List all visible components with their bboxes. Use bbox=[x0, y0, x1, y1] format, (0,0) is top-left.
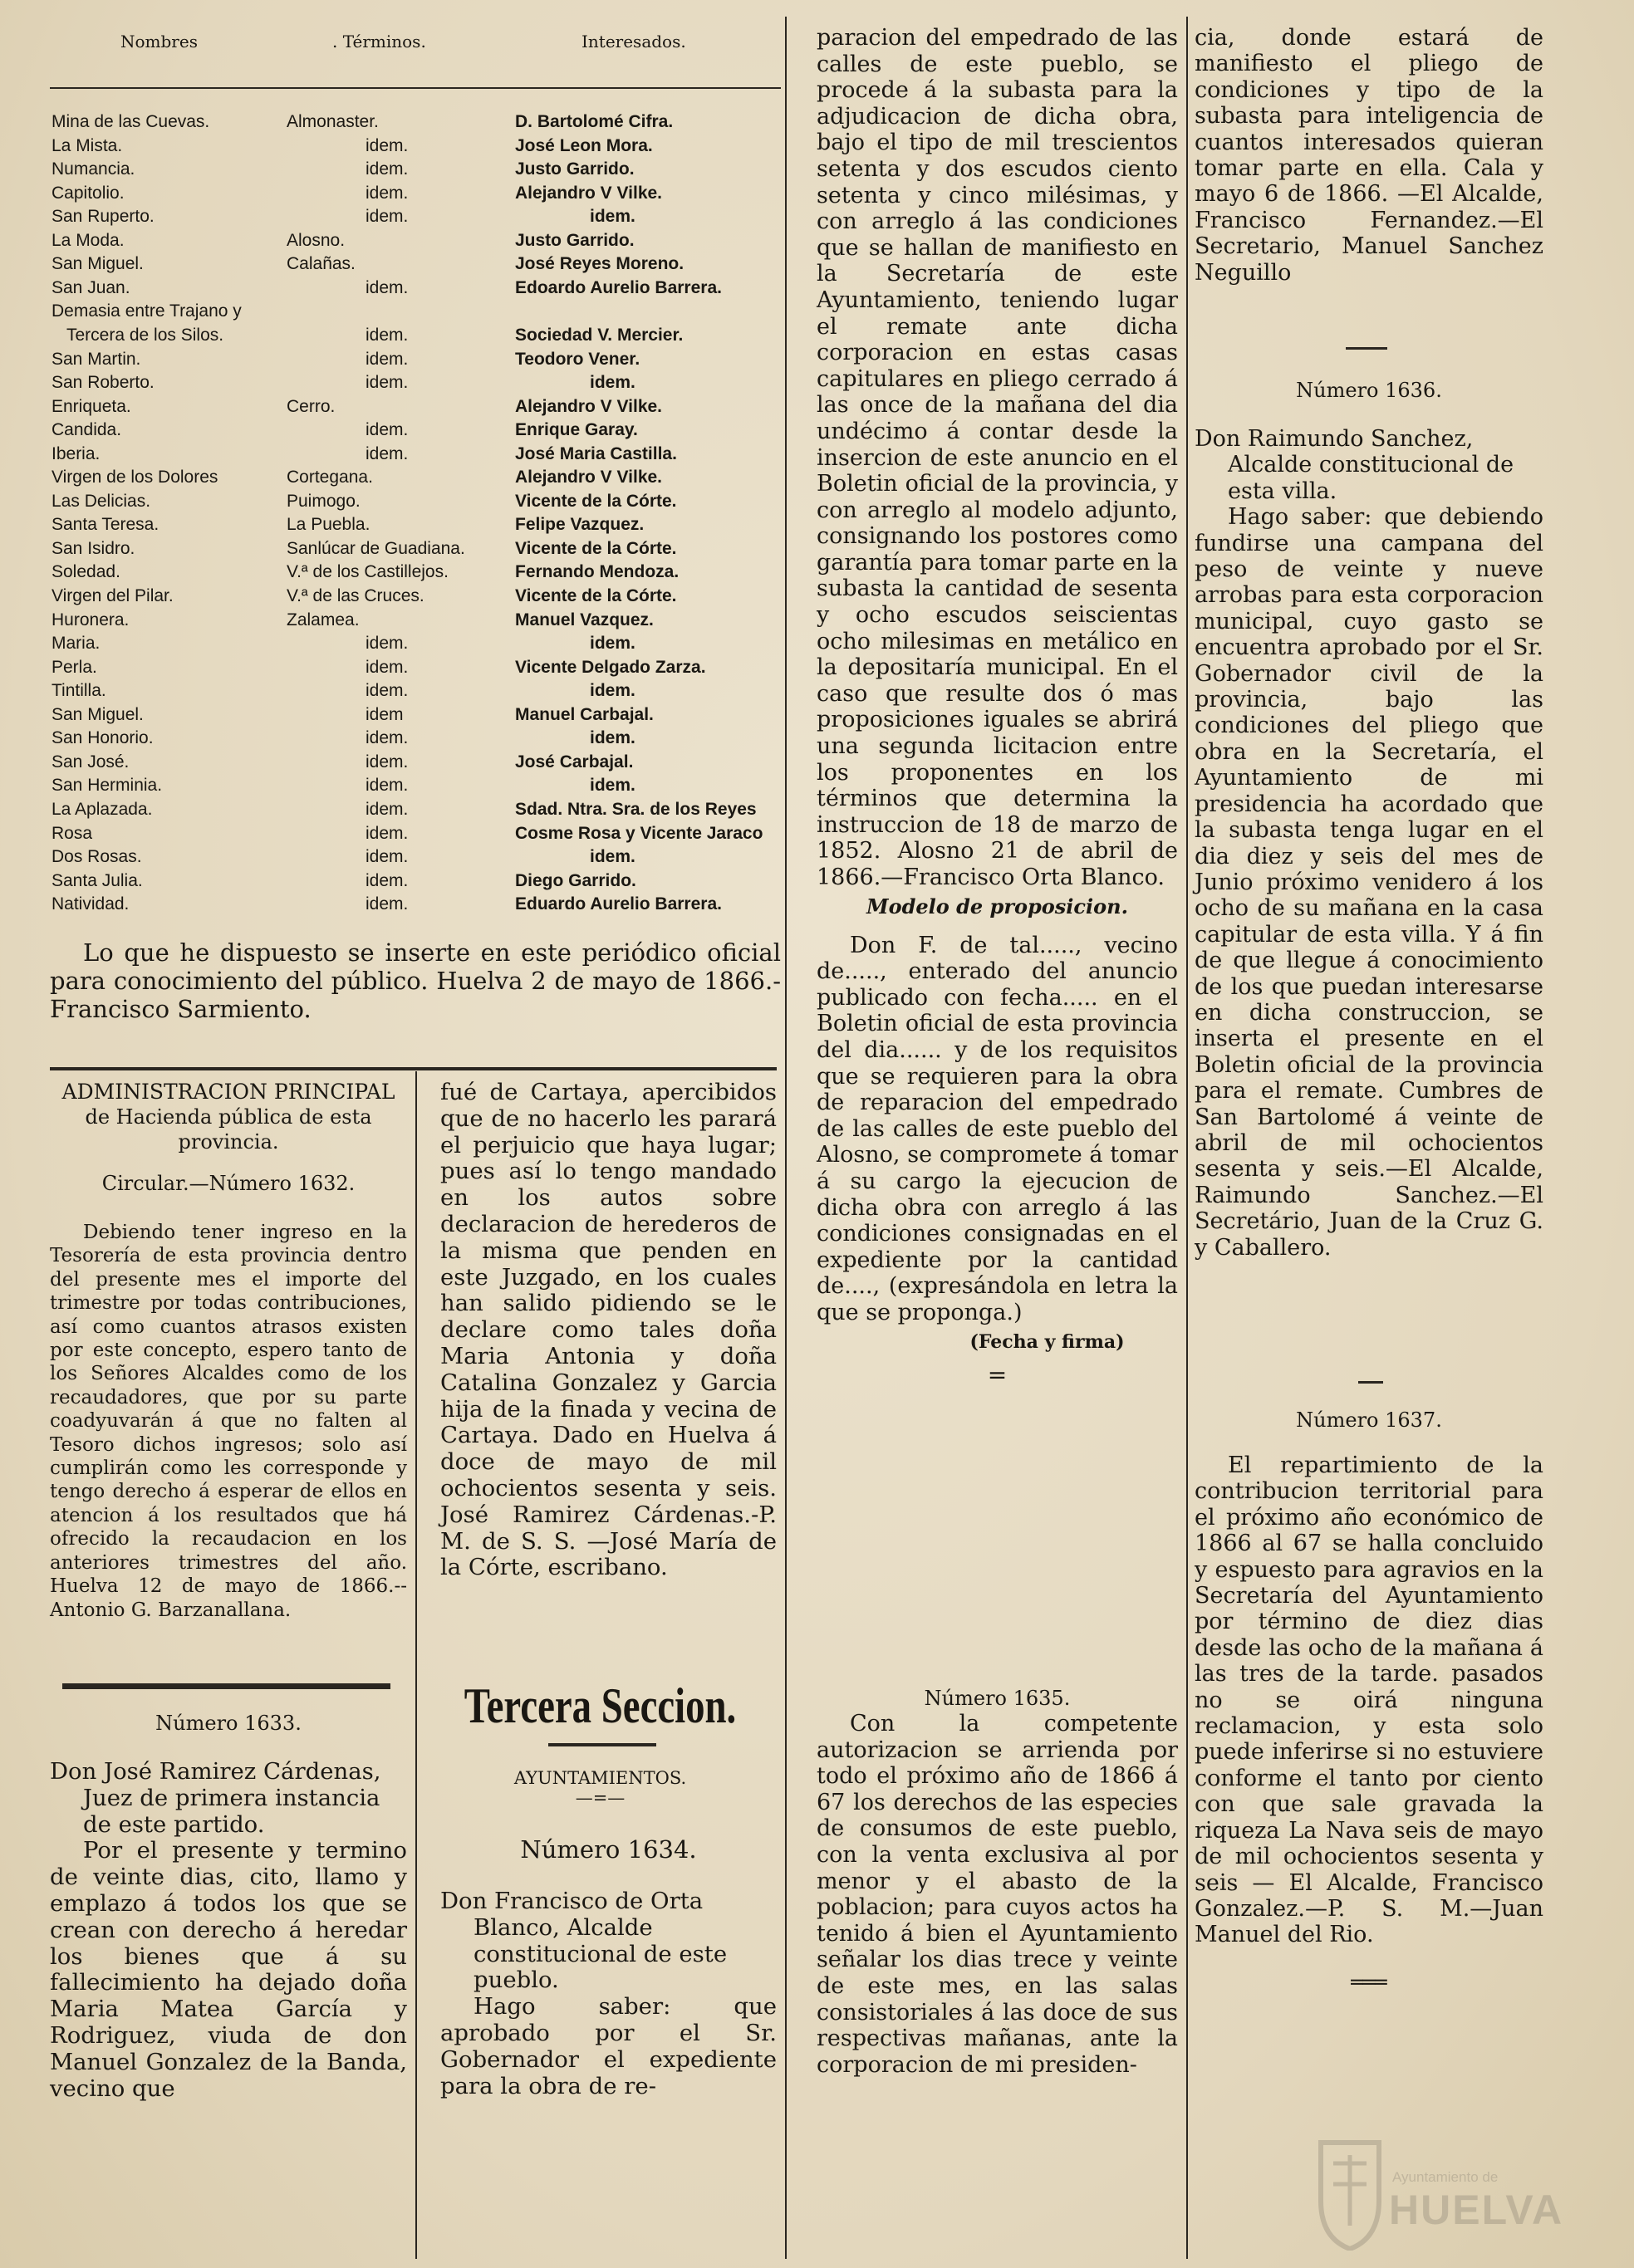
section-subtitle: AYUNTAMIENTOS. bbox=[513, 1768, 687, 1788]
table-top-rule bbox=[50, 87, 781, 89]
cell-interesado: Teodoro Vener. bbox=[515, 349, 640, 369]
cell-interesado: idem. bbox=[590, 776, 635, 796]
cell-termino: idem. bbox=[366, 277, 409, 297]
watermark-small-text: Ayuntamiento de bbox=[1392, 2169, 1499, 2185]
cell-termino: idem. bbox=[366, 183, 409, 203]
cell-termino: idem. bbox=[366, 894, 409, 914]
notice-1634-intro: Don Francisco de Orta Blanco, Alcalde constitucional de este pueblo. bbox=[440, 1888, 728, 1994]
cell-interesado: Manuel Vazquez. bbox=[515, 610, 654, 629]
notice-1635 bbox=[817, 1686, 1178, 2078]
section-mark: —=— bbox=[575, 1788, 626, 1808]
notice-1633-cont: fué de Cartaya, apercibidos que de no hacerlo les parará el perjuicio que haya lugar; pues así lo tengo mandado en los autos sobre declaracion de herederos de la misma que penden en este Juzgado, en los cuales han salido pidiendo se le declare como tales doña Maria Antonia y doña Catalina Gonzalez y Garcia hija de la finada y vecina de Cartaya. Dado en Huelva á doce de mayo de mil ochocientos sesenta y seis. José Ramirez Cárdenas.-P. M. de S. S. —José María de la Córte, escribano. bbox=[440, 1079, 777, 1581]
cell-interesado: José Reyes Moreno. bbox=[515, 254, 685, 274]
notice-1637-number: Número 1637. bbox=[1296, 1408, 1442, 1432]
table-row bbox=[50, 800, 781, 822]
cell-interesado: Vicente Delgado Zarza. bbox=[515, 657, 706, 677]
cell-nombre: Capitolio. bbox=[52, 183, 125, 203]
notice-1633-continued bbox=[440, 1080, 777, 1581]
notice-1633-body: Por el presente y termino de veinte dias, cito, llamo y emplazo á todos los que se crean con derecho á heredar los bienes que á su fallecimiento ha dejado doña Maria Matea García y Rodriguez, viuda de don Manuel Gonzalez de la Banda, vecino que bbox=[50, 1837, 407, 2102]
notice-1634-body: Hago saber: que aprobado por el Sr. Gobernador el expediente para la obra de re- bbox=[440, 1993, 777, 2099]
notice-1633 bbox=[50, 1711, 407, 2102]
cell-termino: idem. bbox=[366, 657, 409, 677]
notice-1635-number: Número 1635. bbox=[924, 1687, 1071, 1710]
cell-nombre: Numancia. bbox=[52, 159, 135, 179]
notice-1634-number: Número 1634. bbox=[520, 1835, 697, 1864]
cell-termino: idem. bbox=[366, 159, 409, 179]
cell-termino: idem. bbox=[366, 728, 409, 748]
table-row bbox=[50, 681, 781, 703]
table-row bbox=[50, 326, 781, 348]
cell-interesado: Felipe Vazquez. bbox=[515, 515, 645, 535]
modelo-firma: (Fecha y firma) bbox=[969, 1330, 1125, 1353]
cell-nombre: Maria. bbox=[52, 634, 101, 654]
cell-termino: Puimogo. bbox=[287, 491, 361, 511]
cell-nombre: Dos Rosas. bbox=[52, 847, 142, 867]
cell-nombre: Demasia entre Trajano y bbox=[52, 301, 242, 321]
cell-interesado: Sdad. Ntra. Sra. de los Reyes bbox=[515, 799, 757, 819]
cell-interesado: Edoardo Aurelio Barrera. bbox=[515, 277, 722, 297]
notice-1637-end: ═══ bbox=[1351, 1969, 1387, 1994]
table-row bbox=[50, 278, 781, 301]
cell-nombre: Candida. bbox=[52, 420, 122, 440]
cell-nombre: La Aplazada. bbox=[52, 799, 153, 819]
cell-nombre: Virgen de los Dolores bbox=[52, 468, 218, 487]
watermark-text: HUELVA bbox=[1389, 2187, 1564, 2233]
table-row bbox=[50, 871, 781, 894]
table-row bbox=[50, 539, 781, 561]
notice-1634-continued bbox=[817, 25, 1178, 1389]
admin-circular: Circular.—Número 1632. bbox=[101, 1172, 356, 1195]
table-row bbox=[50, 420, 781, 443]
table-row bbox=[50, 492, 781, 514]
admin-subtitle: de Hacienda pública de esta provincia. bbox=[85, 1105, 372, 1154]
cell-termino: idem. bbox=[366, 847, 409, 867]
closing-text: Lo que he dispuesto se inserte en este periódico oficial para conocimiento del público. Huelva 2 de mayo de 1866.-Francisco Sarmiento. bbox=[50, 938, 781, 1023]
table-row bbox=[50, 136, 781, 159]
table-row bbox=[50, 184, 781, 206]
coat-of-arms-icon bbox=[1313, 2126, 1387, 2251]
cell-interesado: idem. bbox=[590, 847, 635, 867]
table-row bbox=[50, 350, 781, 372]
cell-termino: Almonaster. bbox=[287, 112, 379, 131]
cell-termino: idem. bbox=[366, 823, 409, 843]
cell-interesado: Fernando Mendoza. bbox=[515, 562, 680, 582]
cell-nombre: Soledad. bbox=[52, 562, 120, 582]
header-nombres: Nombres bbox=[120, 32, 198, 51]
cell-termino: idem. bbox=[366, 373, 409, 393]
cell-interesado: Justo Garrido. bbox=[515, 159, 635, 179]
cell-interesado: Sociedad V. Mercier. bbox=[515, 325, 684, 345]
cell-interesado: Diego Garrido. bbox=[515, 870, 636, 890]
cell-nombre: Santa Julia. bbox=[52, 870, 143, 890]
cell-nombre: Rosa bbox=[52, 823, 93, 843]
notice-1635-cont: cia, donde estará de manifiesto el pliego de condiciones y tipo de la subasta para inteligencia de cuantos interesados quieran tomar parte en ella. Cala y mayo 6 de 1866. —El Alcalde, Francisco Fernandez.—El Secretario, Manuel Sanchez Neguillo bbox=[1195, 25, 1543, 286]
header-terminos: . Términos. bbox=[332, 32, 426, 51]
cell-nombre: Santa Teresa. bbox=[52, 515, 159, 535]
table-row bbox=[50, 444, 781, 467]
cell-termino: idem bbox=[366, 704, 404, 724]
cell-nombre: San Isidro. bbox=[52, 538, 135, 558]
table-row bbox=[50, 562, 781, 585]
notice-1635-continued bbox=[1195, 25, 1543, 286]
cell-nombre: La Moda. bbox=[52, 230, 125, 250]
header-interesados: Interesados. bbox=[581, 32, 686, 51]
table-row bbox=[50, 254, 781, 277]
cell-interesado: Enrique Garay. bbox=[515, 420, 638, 440]
table-closing bbox=[50, 938, 781, 1023]
cell-interesado: José Carbajal. bbox=[515, 752, 634, 772]
cell-interesado: idem. bbox=[590, 634, 635, 654]
cell-interesado: Alejandro V Vilke. bbox=[515, 468, 663, 487]
cell-nombre: San José. bbox=[52, 752, 130, 772]
table-row bbox=[50, 586, 781, 609]
table-row bbox=[50, 705, 781, 727]
admin-end-rule bbox=[62, 1683, 390, 1689]
cell-interesado: Cosme Rosa y Vicente Jaraco bbox=[515, 823, 763, 843]
table-row bbox=[50, 468, 781, 490]
table-row bbox=[50, 207, 781, 229]
cell-termino: idem. bbox=[366, 325, 409, 345]
table-row bbox=[50, 397, 781, 419]
cell-termino: idem. bbox=[366, 443, 409, 463]
cell-interesado: José Leon Mora. bbox=[515, 135, 653, 155]
cell-nombre: San Roberto. bbox=[52, 373, 155, 393]
notice-1636-body: Hago saber: que debiendo fundirse una campana del peso de veinte y nueve arrobas para esta corporacion municipal, cuyo gasto se encuentra aprobado por el Sr. Gobernador civil de la provincia, bajo las condiciones del pliego que obra en la Secretaría, el Ayuntamiento de mi presidencia ha acordado que la subasta tenga lugar en el dia diez y seis del mes de Junio próximo venidero á los ocho de su mañana en la casa capitular de esta villa. Y á fin de que llegue á conocimiento de los que puedan interesarse en dicha construccion, se inserta el presente en el Boletin oficial de la provincia para el remate. Cumbres de San Bartolomé á veinte de abril de mil ochocientos sesenta y seis.—El Alcalde, Raimundo Sanchez.—El Secretário, Juan de la Cruz G. y Caballero. bbox=[1195, 504, 1543, 1261]
rule-after-1635 bbox=[1346, 347, 1387, 350]
section-title: Tercera Seccion. bbox=[464, 1678, 737, 1733]
table-row bbox=[50, 752, 781, 775]
table-row bbox=[50, 776, 781, 798]
cell-nombre: San Miguel. bbox=[52, 254, 144, 274]
table-row bbox=[50, 301, 781, 324]
table-row bbox=[50, 112, 781, 135]
cell-termino: Sanlúcar de Guadiana. bbox=[287, 538, 465, 558]
admin-body: Debiendo tener ingreso en la Tesorería de esta provincia dentro del presente mes el importe del trimestre por todas contribuciones, así como cuantos atrasos existen por este concepto, espero tanto de los Señores Alcaldes como de los recaudadores, que por su parte coadyuvarán á que no falten al Tesoro dichos ingresos; solo así cumplirán como les corresponde y tengo derecho á esperar de ellos en atencion á los resultados que há ofrecido la recaudacion en los anteriores trimestres del año. Huelva 12 de mayo de 1866.--Antonio G. Barzanallana. bbox=[50, 1222, 407, 1621]
cell-termino: idem. bbox=[366, 776, 409, 796]
notice-1635-body: Con la competente autorizacion se arrienda por todo el próximo año de 1866 á 67 los derechos de las especies de consumos de este pueblo, con la venta exclusiva al por menor y el abasto de la poblacion; para cuyos actos ha tenido á bien el Ayuntamiento señalar los dias trece y veinte de este mes, en las salas consistoriales á las doce de sus respectivas mañanas, ante la corporacion de mi presiden- bbox=[817, 1711, 1178, 2078]
cell-interesado: Vicente de la Córte. bbox=[515, 586, 677, 605]
modelo-body: Don F. de tal....., vecino de....., enterado del anuncio publicado con fecha..... en el Boletin oficial de esta provincia del dia...... y de los requisitos que se requieren para la obra de reparacion del empedrado de las calles de este pueblo del Alosno, se compromete á tomar á su cargo la ejecucion de dicha obra con arreglo á las condiciones consignadas en el expediente por la cantidad de...., (expresándola en letra la que se proponga.) bbox=[817, 932, 1178, 1325]
column-rule-right bbox=[785, 17, 787, 2259]
admin-title: ADMINISTRACION PRINCIPAL bbox=[61, 1080, 395, 1104]
admin-notice bbox=[50, 1080, 407, 1622]
table-row bbox=[50, 847, 781, 869]
cell-nombre: San Miguel. bbox=[52, 704, 144, 724]
notice-1637-body: El repartimiento de la contribucion territorial para el próximo año económico de 1866 al 67 se halla concluido y espuesto para agravios en la Secretaría del Ayuntamiento por término de diez dias desde las ocho de la mañana á las tres de la tarde. pasados no se oirá ninguna reclamacion, y esta solo puede inferirse si no estuviere conforme el tanto por ciento con que sale gravada la riqueza La Nava seis de mayo de mil ochocientos sesenta y seis — El Alcalde, Francisco Gonzalez.—P. S. M.—Juan Manuel del Rio. bbox=[1195, 1452, 1543, 1948]
cell-interesado: Vicente de la Córte. bbox=[515, 538, 677, 558]
cell-interesado: Alejandro V Vilke. bbox=[515, 396, 663, 416]
cell-nombre: Virgen del Pilar. bbox=[52, 586, 174, 605]
column-rule-left bbox=[415, 1071, 417, 2259]
cell-nombre: Las Delicias. bbox=[52, 491, 151, 511]
cell-nombre: San Herminia. bbox=[52, 776, 163, 796]
cell-nombre: Mina de las Cuevas. bbox=[52, 112, 210, 131]
cell-nombre: La Mista. bbox=[52, 135, 123, 155]
notice-1633-number: Número 1633. bbox=[155, 1712, 302, 1735]
cell-nombre: San Juan. bbox=[52, 277, 130, 297]
modelo-title: Modelo de proposicion. bbox=[866, 894, 1128, 918]
cell-interesado: Alejandro V Vilke. bbox=[515, 183, 663, 203]
cell-interesado: idem. bbox=[590, 728, 635, 748]
cell-termino: idem. bbox=[366, 349, 409, 369]
cell-nombre: Iberia. bbox=[52, 443, 101, 463]
cell-termino: idem. bbox=[366, 870, 409, 890]
table-row bbox=[50, 515, 781, 537]
table-row bbox=[50, 610, 781, 633]
cell-termino: idem. bbox=[366, 799, 409, 819]
rule-after-1636 bbox=[1358, 1381, 1383, 1384]
cell-termino: idem. bbox=[366, 420, 409, 440]
table-row bbox=[50, 728, 781, 751]
section-title-rule bbox=[548, 1743, 656, 1746]
cell-interesado: idem. bbox=[590, 207, 635, 227]
table-row bbox=[50, 231, 781, 253]
notice-1637 bbox=[1195, 1408, 1543, 1994]
cell-nombre: Tintilla. bbox=[52, 681, 106, 701]
table-row bbox=[50, 894, 781, 917]
cell-termino: idem. bbox=[366, 752, 409, 772]
notice-1633-intro: Don José Ramirez Cárdenas, Juez de primera instancia de este partido. bbox=[50, 1758, 381, 1838]
cell-interesado: Vicente de la Córte. bbox=[515, 491, 677, 511]
cell-termino: idem. bbox=[366, 634, 409, 654]
cell-nombre: Huronera. bbox=[52, 610, 130, 629]
rule-below-table bbox=[50, 1067, 777, 1070]
cell-interesado: D. Bartolomé Cifra. bbox=[515, 112, 674, 131]
cell-termino: idem. bbox=[366, 207, 409, 227]
table-row bbox=[50, 373, 781, 395]
cell-interesado: idem. bbox=[590, 681, 635, 701]
cell-termino: V.ª de los Castillejos. bbox=[287, 562, 449, 582]
cell-nombre: Tercera de los Silos. bbox=[66, 325, 224, 345]
cell-termino: idem. bbox=[366, 681, 409, 701]
table-row bbox=[50, 824, 781, 846]
cell-termino: Zalamea. bbox=[287, 610, 360, 629]
notice-1634 bbox=[440, 1835, 777, 2099]
cell-termino: Cerro. bbox=[287, 396, 336, 416]
cell-nombre: San Ruperto. bbox=[52, 207, 155, 227]
modelo-separator: = bbox=[987, 1360, 1008, 1389]
cell-termino: idem. bbox=[366, 135, 409, 155]
notice-1636 bbox=[1195, 378, 1543, 1261]
notice-1636-intro: Don Raimundo Sanchez, Alcalde constitucional de esta villa. bbox=[1195, 426, 1514, 504]
table-row bbox=[50, 634, 781, 656]
cell-nombre: Natividad. bbox=[52, 894, 130, 914]
cell-interesado: Manuel Carbajal. bbox=[515, 704, 654, 724]
cell-nombre: San Honorio. bbox=[52, 728, 154, 748]
notice-1636-number: Número 1636. bbox=[1296, 379, 1442, 402]
city-watermark bbox=[1313, 2126, 1587, 2259]
cell-termino: Cortegana. bbox=[287, 468, 373, 487]
tercera-seccion bbox=[424, 1678, 777, 1808]
cell-nombre: Perla. bbox=[52, 657, 97, 677]
cell-interesado: Eduardo Aurelio Barrera. bbox=[515, 894, 722, 914]
table-row bbox=[50, 658, 781, 680]
column-rule-far-right bbox=[1186, 17, 1188, 2259]
cell-interesado: Justo Garrido. bbox=[515, 230, 635, 250]
cell-termino: La Puebla. bbox=[287, 515, 370, 535]
cell-nombre: Enriqueta. bbox=[52, 396, 131, 416]
cell-nombre: San Martin. bbox=[52, 349, 141, 369]
cell-interesado: idem. bbox=[590, 373, 635, 393]
cell-interesado: José Maria Castilla. bbox=[515, 443, 677, 463]
cell-termino: Alosno. bbox=[287, 230, 346, 250]
cell-termino: V.ª de las Cruces. bbox=[287, 586, 424, 605]
cell-termino: Calañas. bbox=[287, 254, 356, 274]
notice-1634-cont: paracion del empedrado de las calles de este pueblo, se procede á la subasta para la adjudicacion de dicha obra, bajo el tipo de mil trescientos setenta y dos escudos ciento setenta y cinco milésimas, y con arreglo á las condiciones que se hallan de manifiesto en la Secretaría de este Ayuntamiento, teniendo lugar el remate ante dicha corporacion en estas casas capitulares en pliego cerrado á las once de la mañana del dia undécimo á contar desde la insercion de este anuncio en el Boletin oficial de la provincia, y con arreglo al modelo adjunto, consignando los postores como garantía para tomar parte en la subasta la cantidad de sesenta y ocho escudos seiscientas ocho milesimas en metálico en la depositaría municipal. En el caso que resulte dos ó mas proposiciones iguales se abrirá una segunda licitacion entre los proponentes en los términos que determina la instruccion de 18 de marzo de 1852. Alosno 21 de abril de 1866.—Francisco Orta Blanco. bbox=[817, 25, 1178, 890]
table-row bbox=[50, 159, 781, 182]
table-header bbox=[50, 32, 781, 56]
